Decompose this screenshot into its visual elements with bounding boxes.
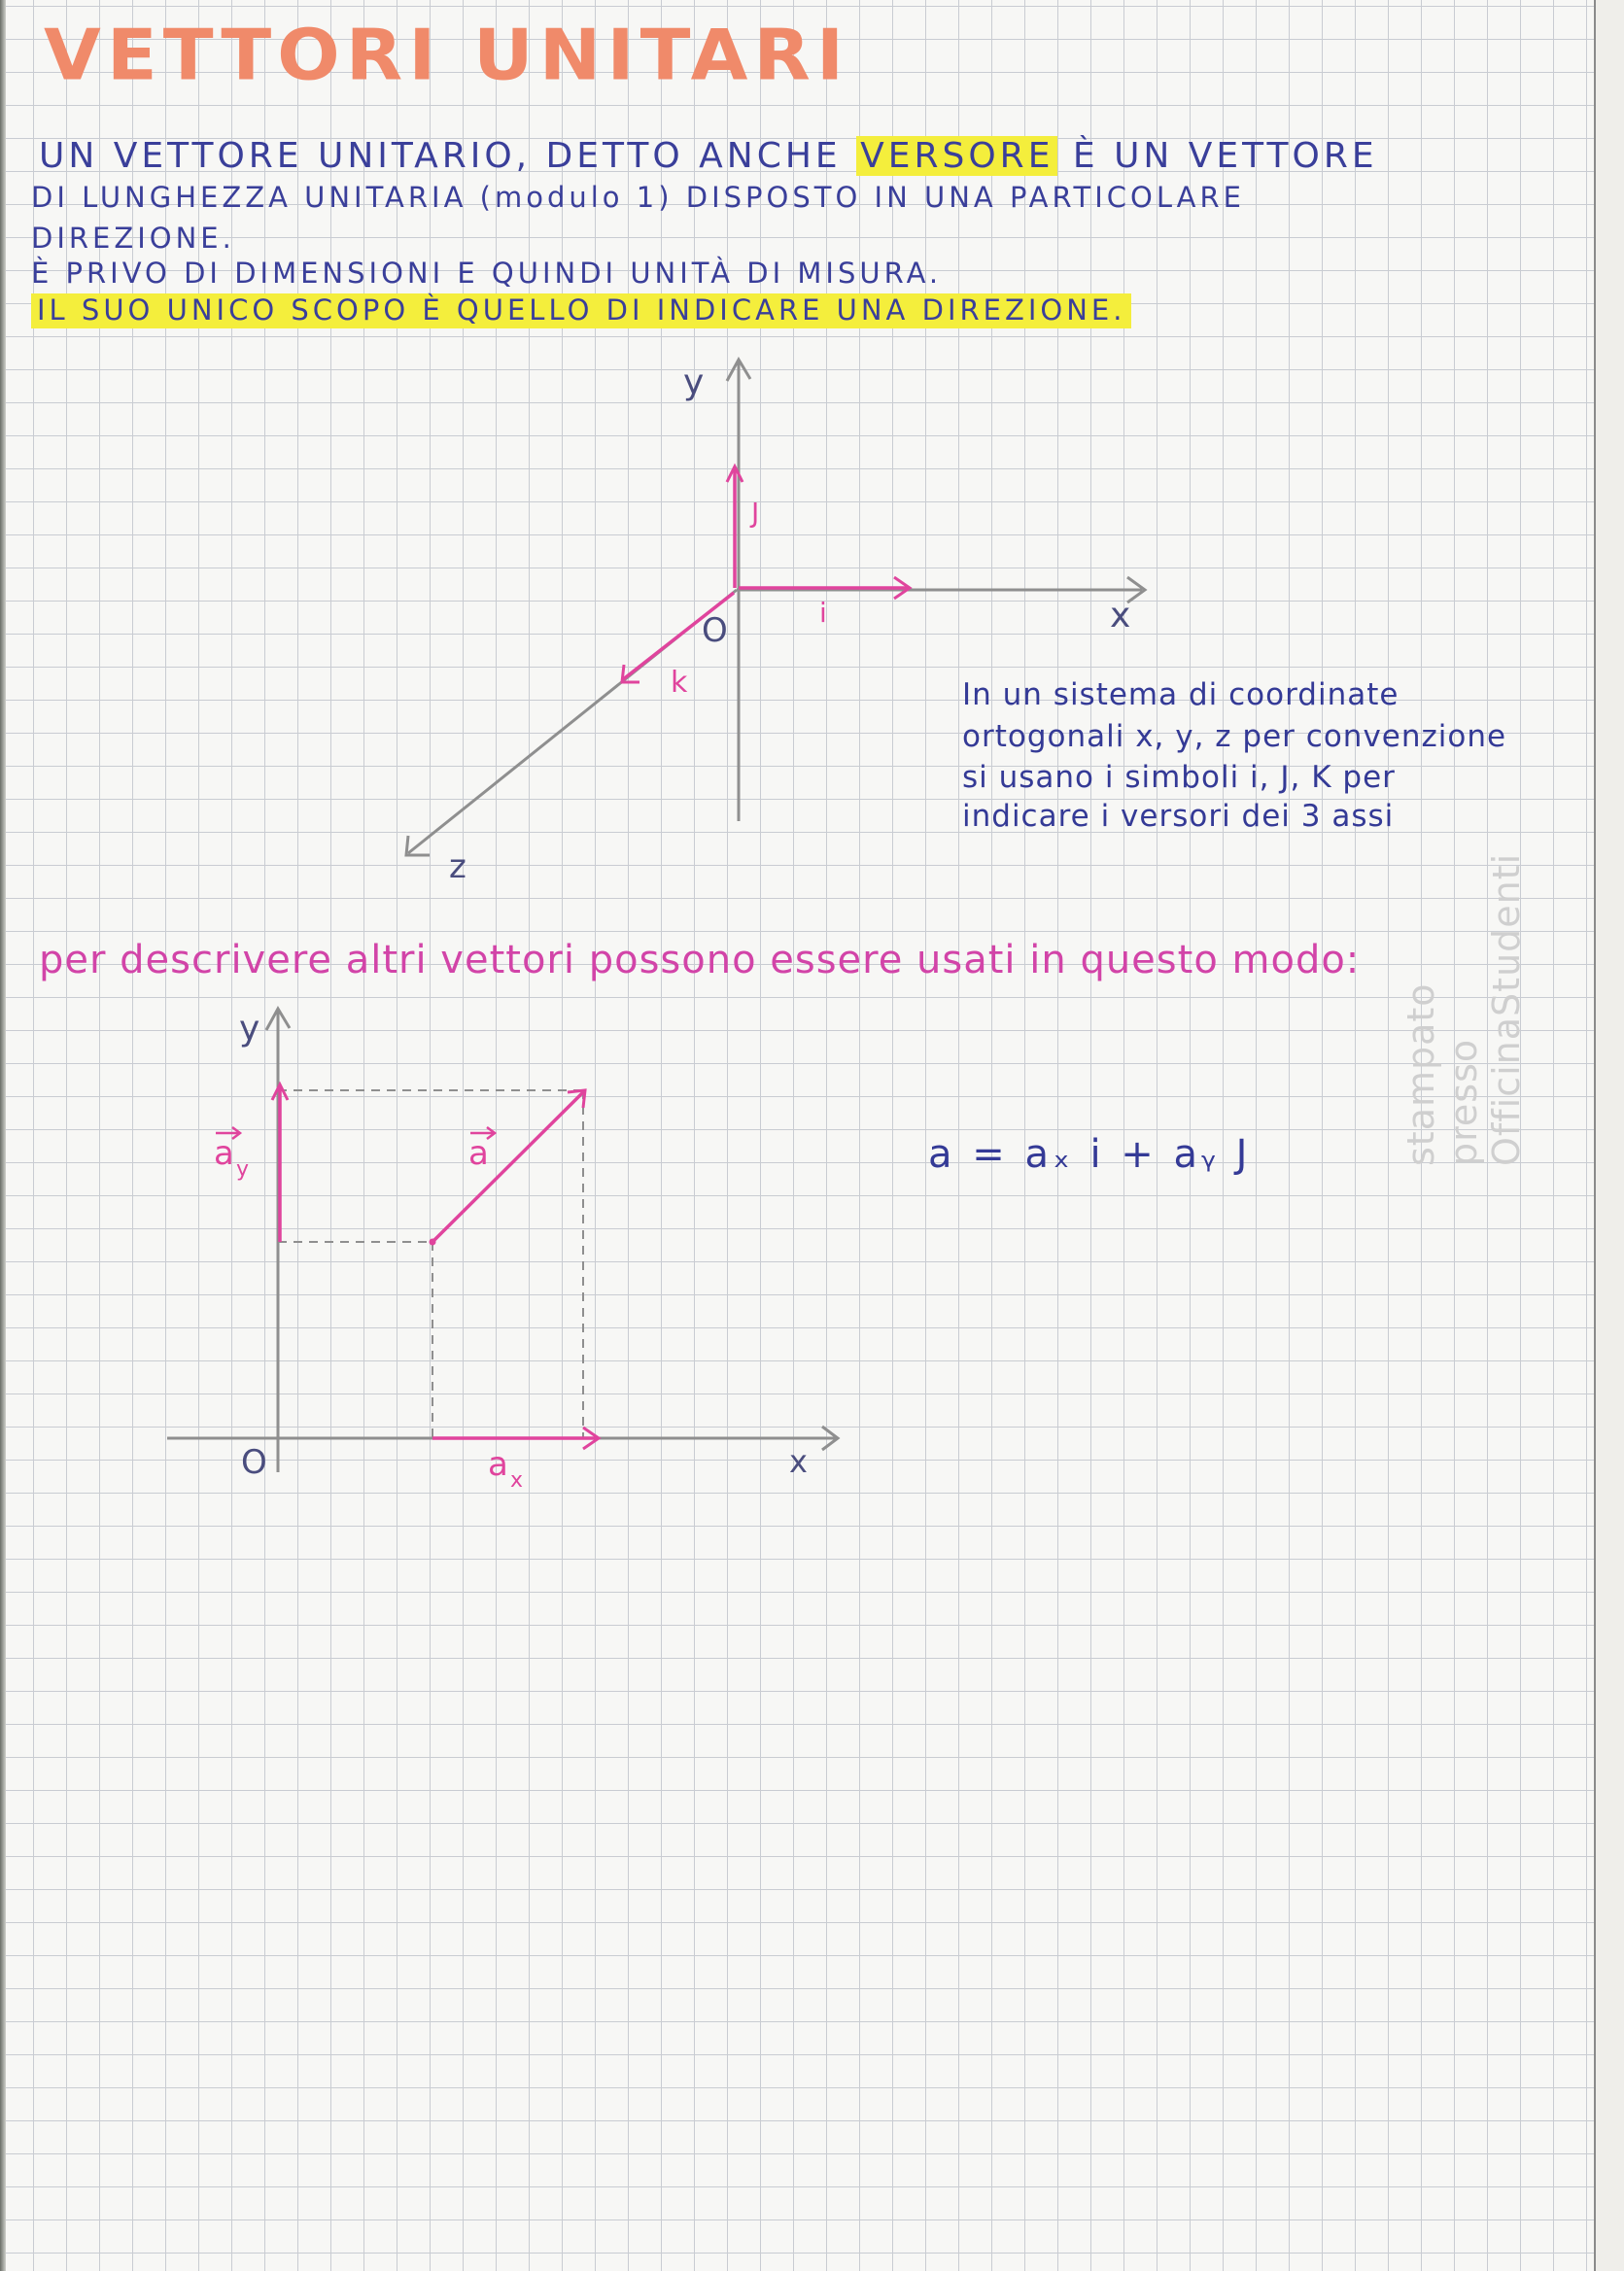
note-line-3: si usano i simboli i, J, K per (962, 760, 1396, 795)
intro-line-1-start: UN VETTORE UNITARIO, DETTO ANCHE (39, 136, 857, 176)
label-component-ax-sub: x (510, 1468, 524, 1493)
note-line-1: In un sistema di coordinate (962, 677, 1399, 712)
vector-a (432, 1092, 583, 1242)
vector-formula: a = aₓ i + aᵧ J (928, 1132, 1252, 1177)
label-y-axis-2: y (239, 1009, 260, 1049)
page-title: VETTORI UNITARI (44, 14, 850, 96)
label-component-ay: a (214, 1134, 234, 1173)
diagram-vector-components (167, 1009, 838, 1493)
note-line-2: ortogonali x, y, z per convenzione (962, 719, 1507, 754)
label-component-ax: a (488, 1445, 508, 1484)
vector-a-tail-dot (430, 1239, 436, 1246)
intro-line-3: DIREZIONE. (31, 222, 235, 255)
label-vector-j: J (751, 497, 760, 529)
highlight-versore: VERSORE (856, 136, 1057, 176)
label-component-ay-sub: y (236, 1157, 250, 1182)
label-vector-i: i (819, 597, 827, 629)
label-origin-3d: O (702, 611, 728, 650)
intro-line-1-end: È UN VETTORE (1057, 136, 1378, 176)
note-line-4: indicare i versori dei 3 assi (962, 799, 1395, 834)
intro-line-2: DI LUNGHEZZA UNITARIA (modulo 1) DISPOSTO IN UNA PARTICOLARE (31, 181, 1245, 214)
watermark: stampato presso OfficinaStudenti (1399, 852, 1528, 1166)
label-vector-a: a (468, 1134, 489, 1173)
label-x-axis: x (1110, 596, 1131, 636)
label-origin-2: O (241, 1443, 267, 1482)
label-x-axis-2: x (789, 1443, 808, 1480)
label-y-axis: y (683, 362, 705, 402)
label-vector-k: k (671, 666, 688, 700)
intro-line-4: È PRIVO DI DIMENSIONI E QUINDI UNITÀ DI MISURA. (31, 257, 943, 290)
section-subtitle: per descrivere altri vettori possono essere usati in questo modo: (39, 938, 1361, 982)
label-z-axis: z (449, 847, 466, 886)
intro-line-5-highlighted: IL SUO UNICO SCOPO È QUELLO DI INDICARE UNA DIREZIONE. (31, 293, 1131, 328)
